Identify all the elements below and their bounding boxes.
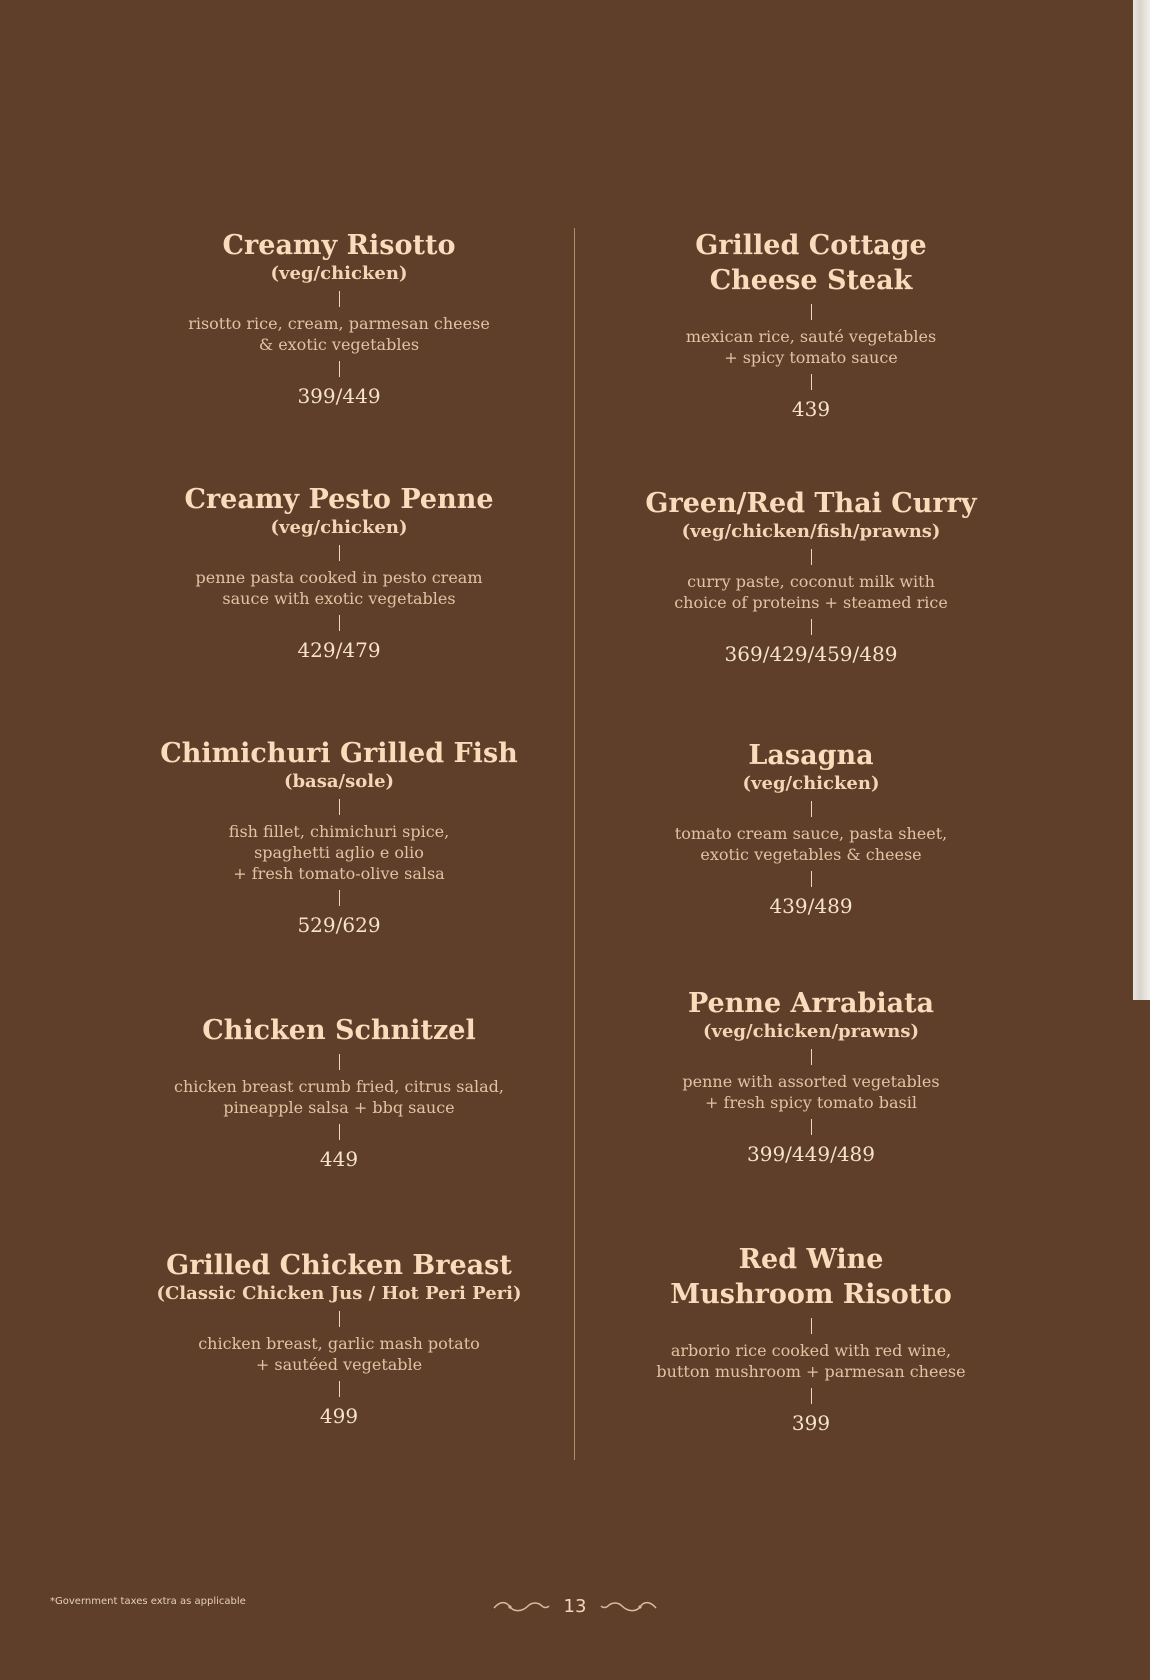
separator-line: [811, 1119, 812, 1135]
item-price: 429/479: [297, 638, 381, 662]
item-name: Lasagna: [748, 740, 874, 771]
flourish-left-icon: [492, 1599, 550, 1615]
separator-line: [339, 361, 340, 377]
item-options: (veg/chicken): [270, 517, 408, 538]
item-options: (Classic Chicken Jus / Hot Peri Peri): [156, 1283, 522, 1304]
menu-item-chimichuri-grilled-fish: [104, 736, 574, 938]
menu-item-thai-curry: [576, 486, 1046, 667]
menu-item-grilled-cottage-cheese-steak: [576, 228, 1046, 422]
menu-item-penne-arrabiata: [576, 986, 1046, 1167]
menu-item-grilled-chicken-breast: [104, 1248, 574, 1429]
menu-item-chicken-schnitzel: [104, 1013, 574, 1172]
column-divider: [574, 228, 575, 1460]
item-price: 369/429/459/489: [724, 642, 898, 666]
separator-line: [339, 615, 340, 631]
separator-line: [811, 801, 812, 817]
item-price: 399: [791, 1411, 831, 1435]
separator-line: [811, 619, 812, 635]
item-description: tomato cream sauce, pasta sheet, exotic vegetables & cheese: [674, 824, 948, 864]
separator-line: [339, 1054, 340, 1070]
item-description: arborio rice cooked with red wine, button mushroom + parmesan cheese: [656, 1341, 966, 1381]
flourish-right-icon: [600, 1599, 658, 1615]
separator-line: [811, 549, 812, 565]
page-number: 13: [563, 1596, 587, 1617]
separator-line: [339, 1124, 340, 1140]
item-description: fish fillet, chimichuri spice, spaghetti aglio e olio + fresh tomato-olive salsa: [228, 822, 450, 883]
separator-line: [811, 1318, 812, 1334]
item-price: 499: [319, 1404, 359, 1428]
item-name: Green/Red Thai Curry: [645, 488, 977, 519]
menu-item-lasagna: [576, 738, 1046, 919]
item-name: Red Wine Mushroom Risotto: [670, 1244, 952, 1310]
item-options: (veg/chicken): [270, 263, 408, 284]
item-options: (basa/sole): [283, 771, 395, 792]
separator-line: [811, 304, 812, 320]
item-description: penne with assorted vegetables + fresh spicy tomato basil: [682, 1072, 940, 1112]
separator-line: [339, 1381, 340, 1397]
separator-line: [811, 374, 812, 390]
item-price: 529/629: [297, 913, 381, 937]
item-name: Penne Arrabiata: [687, 988, 935, 1019]
item-name: Creamy Risotto: [222, 230, 456, 261]
item-description: chicken breast crumb fried, citrus salad, pineapple salsa + bbq sauce: [174, 1077, 504, 1117]
separator-line: [811, 1049, 812, 1065]
separator-line: [811, 1388, 812, 1404]
separator-line: [811, 871, 812, 887]
item-price: 399/449/489: [747, 1142, 875, 1166]
menu-item-creamy-risotto: [104, 228, 574, 409]
item-price: 399/449: [297, 384, 381, 408]
item-name: Chicken Schnitzel: [202, 1015, 476, 1046]
item-name: Grilled Chicken Breast: [166, 1250, 512, 1281]
item-description: penne pasta cooked in pesto cream sauce with exotic vegetables: [195, 568, 483, 608]
tax-footnote: *Government taxes extra as applicable: [50, 1596, 246, 1607]
separator-line: [339, 799, 340, 815]
separator-line: [339, 291, 340, 307]
item-name: Chimichuri Grilled Fish: [160, 738, 518, 769]
separator-line: [339, 890, 340, 906]
item-name: Creamy Pesto Penne: [184, 484, 494, 515]
separator-line: [339, 1311, 340, 1327]
item-description: curry paste, coconut milk with choice of proteins + steamed rice: [674, 572, 948, 612]
item-options: (veg/chicken): [742, 773, 880, 794]
page-number-ornament: [492, 1594, 658, 1620]
separator-line: [339, 545, 340, 561]
menu-item-creamy-pesto-penne: [104, 482, 574, 663]
item-price: 449: [319, 1147, 359, 1171]
menu-item-red-wine-mushroom-risotto: [576, 1242, 1046, 1436]
item-price: 439: [791, 397, 831, 421]
item-description: chicken breast, garlic mash potato + sautéed vegetable: [198, 1334, 480, 1374]
item-name: Grilled Cottage Cheese Steak: [695, 230, 927, 296]
item-price: 439/489: [769, 894, 853, 918]
item-options: (veg/chicken/fish/prawns): [681, 521, 941, 542]
item-options: (veg/chicken/prawns): [703, 1021, 919, 1042]
item-description: risotto rice, cream, parmesan cheese & exotic vegetables: [188, 314, 490, 354]
page-edge-fill: [1133, 1000, 1150, 1680]
item-description: mexican rice, sauté vegetables + spicy tomato sauce: [685, 327, 937, 367]
